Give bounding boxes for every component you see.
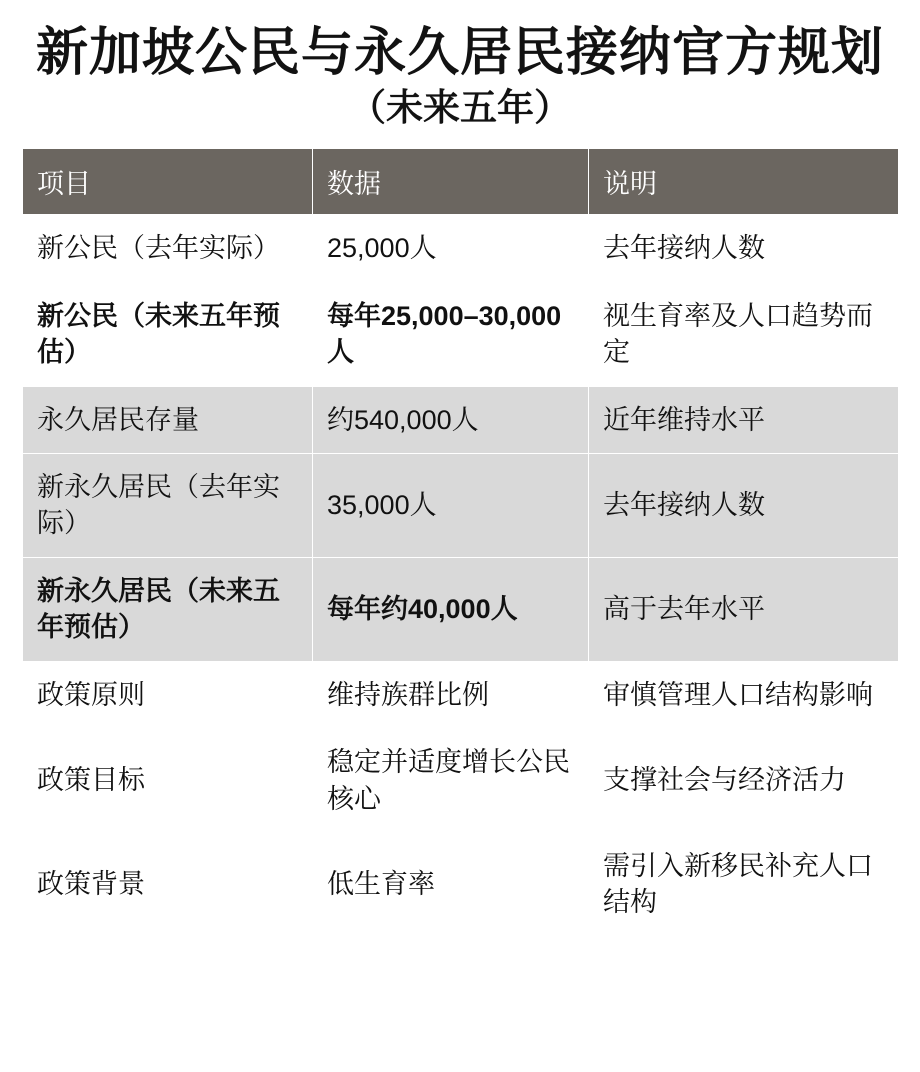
cell-data: 每年25,000–30,000人 [313,282,589,386]
cell-data: 约540,000人 [313,386,589,453]
table-row [23,833,899,937]
cell-item: 新公民（未来五年预估） [23,282,313,386]
cell-item: 新公民（去年实际） [23,215,313,282]
table-row [23,557,899,661]
table-body [23,215,899,937]
column-header-note: 说明 [589,149,899,215]
page-subtitle: （未来五年） [349,86,571,128]
cell-note: 去年接纳人数 [589,215,899,282]
cell-item: 永久居民存量 [23,386,313,453]
cell-item: 政策原则 [23,661,313,728]
table-row [23,453,899,557]
column-header-item: 项目 [23,149,313,215]
cell-note: 视生育率及人口趋势而定 [589,282,899,386]
page-title: 新加坡公民与永久居民接纳官方规划 [35,24,884,82]
column-header-data: 数据 [313,149,589,215]
title-block [22,24,898,130]
cell-item: 新永久居民（未来五年预估） [23,557,313,661]
table-header-row [23,149,899,215]
table-row [23,386,899,453]
cell-data: 35,000人 [313,453,589,557]
cell-item: 新永久居民（去年实际） [23,453,313,557]
table-row [23,729,899,833]
table-header [23,149,899,215]
table-row [23,282,899,386]
cell-note: 支撑社会与经济活力 [589,729,899,833]
cell-note: 审慎管理人口结构影响 [589,661,899,728]
table-row [23,661,899,728]
cell-note: 去年接纳人数 [589,453,899,557]
cell-item: 政策背景 [23,833,313,937]
cell-note: 近年维持水平 [589,386,899,453]
cell-item: 政策目标 [23,729,313,833]
cell-data: 低生育率 [313,833,589,937]
footer-spacer [22,937,898,947]
table-row [23,215,899,282]
cell-data: 稳定并适度增长公民核心 [313,729,589,833]
cell-data: 每年约40,000人 [313,557,589,661]
cell-note: 高于去年水平 [589,557,899,661]
cell-data: 维持族群比例 [313,661,589,728]
policy-table [22,148,899,937]
cell-data: 25,000人 [313,215,589,282]
cell-note: 需引入新移民补充人口结构 [589,833,899,937]
